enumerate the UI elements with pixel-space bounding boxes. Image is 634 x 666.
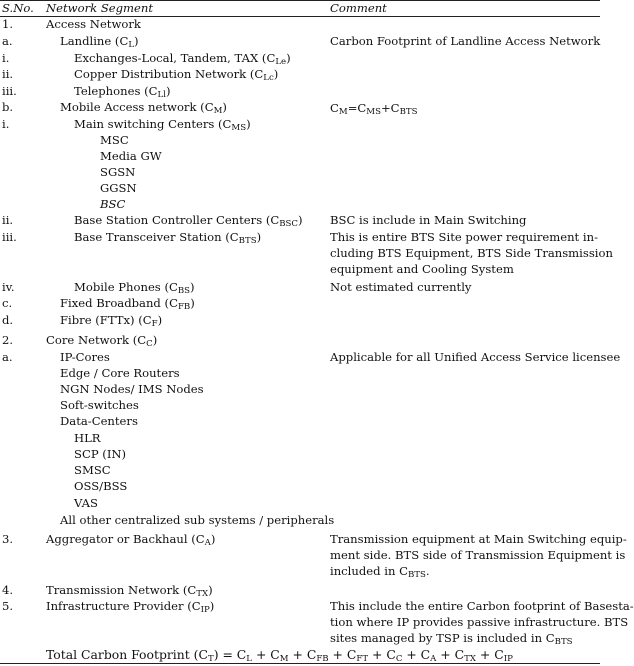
segment-tail: ) — [157, 313, 163, 327]
segment: NGN Nodes/ IMS Nodes — [60, 382, 204, 396]
header-sno: S.No. — [2, 1, 34, 15]
formula-subscript: FB — [316, 654, 329, 664]
sno: b. — [2, 100, 14, 114]
segment: Media GW — [100, 149, 162, 163]
comment-text: C — [330, 101, 339, 115]
comment-text: sites managed by TSP is included in C — [330, 631, 555, 645]
comment: Carbon Footprint of Landline Access Network — [330, 34, 601, 48]
segment-tail: ) — [165, 84, 171, 98]
sno: iii. — [2, 230, 17, 244]
sno: d. — [2, 313, 14, 327]
sno: a. — [2, 350, 13, 364]
segment-text: Main switching Centers (C — [74, 117, 232, 131]
segment: Data-Centers — [60, 414, 138, 428]
segment-subscript: BS — [177, 286, 191, 296]
sno: 4. — [2, 583, 14, 597]
segment-text: Fixed Broadband (C — [60, 296, 178, 310]
header-segment: Network Segment — [46, 1, 154, 15]
segment — [74, 214, 303, 231]
sno: ii. — [2, 67, 14, 81]
sno: i. — [2, 51, 10, 65]
segment: Edge / Core Routers — [60, 366, 180, 380]
comment-line: This include the entire Carbon footprint of Basesta- — [330, 599, 634, 613]
segment-subscript: Lc — [263, 73, 274, 83]
formula-subscript: L — [246, 654, 253, 664]
segment — [46, 334, 157, 351]
segment-text: Exchanges-Local, Tandem, TAX (C — [74, 51, 276, 65]
segment: BSC — [100, 197, 126, 211]
comment-subscript: MS — [366, 107, 381, 117]
segment-tail: ) — [246, 117, 251, 131]
segment-text: Core Network (C — [46, 333, 147, 347]
segment-text: Mobile Access network (C — [60, 100, 214, 114]
segment-tail: ) — [256, 230, 262, 244]
segment — [60, 314, 162, 331]
comment: Not estimated currently — [330, 280, 472, 294]
segment-subscript: IP — [200, 605, 210, 615]
sno: 5. — [2, 599, 14, 613]
formula-subscript: A — [430, 654, 437, 664]
segment — [46, 533, 215, 550]
segment-subscript: FB — [177, 302, 191, 312]
comment-line: This is entire BTS Site power requirement in- — [330, 230, 598, 244]
segment-text: Infrastructure Provider (C — [46, 599, 201, 613]
segment-text: Copper Distribution Network (C — [74, 67, 264, 81]
segment-subscript: TX — [196, 589, 209, 599]
comment — [330, 102, 418, 119]
formula-subscript: TX — [464, 654, 476, 664]
sno: 2. — [2, 333, 14, 347]
segment-tail: ) — [210, 532, 216, 546]
comment-line: cluding BTS Equipment, BTS Side Transmission — [330, 246, 613, 260]
comment-subscript: BTS — [399, 107, 418, 117]
sno: ii. — [2, 213, 14, 227]
segment: SMSC — [74, 463, 111, 477]
segment: Soft-switches — [60, 398, 139, 412]
comment-line: equipment and Cooling System — [330, 262, 514, 276]
comment-subscript: M — [338, 107, 348, 117]
segment-subscript: M — [213, 106, 223, 116]
segment: IP-Cores — [60, 350, 110, 364]
segment — [60, 297, 195, 314]
comment-line: ment side. BTS side of Transmission Equipment is — [330, 548, 626, 562]
formula-text: + C — [368, 647, 396, 662]
segment: All other centralized sub systems / peripherals — [60, 513, 335, 527]
comment: BSC is include in Main Switching — [330, 213, 527, 227]
segment: Access Network — [46, 17, 141, 31]
comment-subscript: BTS — [554, 637, 573, 647]
segment-tail: ) — [222, 100, 227, 114]
segment: OSS/BSS — [74, 479, 128, 493]
comment: Applicable for all Unified Access Service licensee — [330, 350, 621, 364]
sno: a. — [2, 34, 13, 48]
segment: GGSN — [100, 181, 137, 195]
segment-tail: ) — [152, 333, 158, 347]
formula-text: + C — [436, 647, 465, 662]
segment — [46, 600, 214, 617]
total-formula — [46, 648, 513, 666]
comment-text: =C — [347, 101, 367, 115]
comment-text: included in C — [330, 564, 408, 578]
segment-tail: ) — [190, 296, 195, 310]
segment-tail: ) — [298, 213, 303, 227]
segment-tail: ) — [286, 51, 291, 65]
segment-tail: ) — [134, 34, 139, 48]
segment — [60, 101, 227, 118]
formula-text: ) = C — [213, 647, 247, 662]
segment: HLR — [74, 431, 101, 445]
formula-subscript: FT — [356, 654, 369, 664]
segment-text: Transmission Network (C — [46, 583, 197, 597]
segment: MSC — [100, 133, 129, 147]
segment: SGSN — [100, 165, 136, 179]
segment — [60, 35, 139, 52]
segment-subscript: MS — [231, 123, 247, 133]
sno: iii. — [2, 84, 17, 98]
formula-text: + C — [288, 647, 317, 662]
segment-text: Mobile Phones (C — [74, 280, 178, 294]
segment: SCP (IN) — [74, 447, 127, 461]
segment-subscript: F — [151, 319, 158, 329]
segment-text: Aggregator or Backhaul (C — [46, 532, 205, 546]
comment-subscript: BTS — [407, 570, 426, 580]
segment-subscript: BSC — [279, 219, 299, 229]
comment-line — [330, 565, 430, 582]
segment-subscript: A — [204, 538, 211, 548]
segment-text: Landline (C — [60, 34, 129, 48]
segment-subscript: BTS — [238, 236, 257, 246]
formula-text: + C — [252, 647, 280, 662]
comment-text: +C — [380, 101, 400, 115]
formula-text: + C — [475, 647, 504, 662]
segment-text: Fibre (FTTx) (C — [60, 313, 152, 327]
segment — [74, 231, 261, 248]
segment-text: Telephones (C — [74, 84, 158, 98]
segment-subscript: L — [128, 40, 135, 50]
segment: VAS — [74, 496, 98, 510]
segment — [74, 68, 278, 85]
sno: c. — [2, 296, 13, 310]
segment-subscript: C — [146, 339, 153, 349]
sno: i. — [2, 117, 10, 131]
segment-tail: ) — [209, 599, 215, 613]
formula-subscript: M — [279, 654, 289, 664]
formula-text: + C — [328, 647, 357, 662]
formula-text: + C — [402, 647, 431, 662]
comment-line: tion where IP provides passive infrastructure. BTS — [330, 615, 629, 629]
sno: 1. — [2, 17, 14, 31]
segment-tail: ) — [273, 67, 279, 81]
segment-subscript: Le — [275, 57, 287, 67]
formula-subscript: IP — [503, 654, 513, 664]
comment-line: Transmission equipment at Main Switching equip- — [330, 532, 627, 546]
formula-text: Total Carbon Footprint (C — [46, 647, 208, 662]
formula-subscript: T — [207, 654, 214, 664]
comment-text: . — [425, 564, 430, 578]
header-comment: Comment — [330, 1, 387, 15]
segment-subscript: Ll — [157, 90, 166, 100]
sno: 3. — [2, 532, 14, 546]
sno: iv. — [2, 280, 15, 294]
formula-subscript: C — [395, 654, 403, 664]
segment-tail: ) — [190, 280, 195, 294]
segment-tail: ) — [208, 583, 213, 597]
segment-text: Base Transceiver Station (C — [74, 230, 239, 244]
segment-text: Base Station Controller Centers (C — [74, 213, 280, 227]
